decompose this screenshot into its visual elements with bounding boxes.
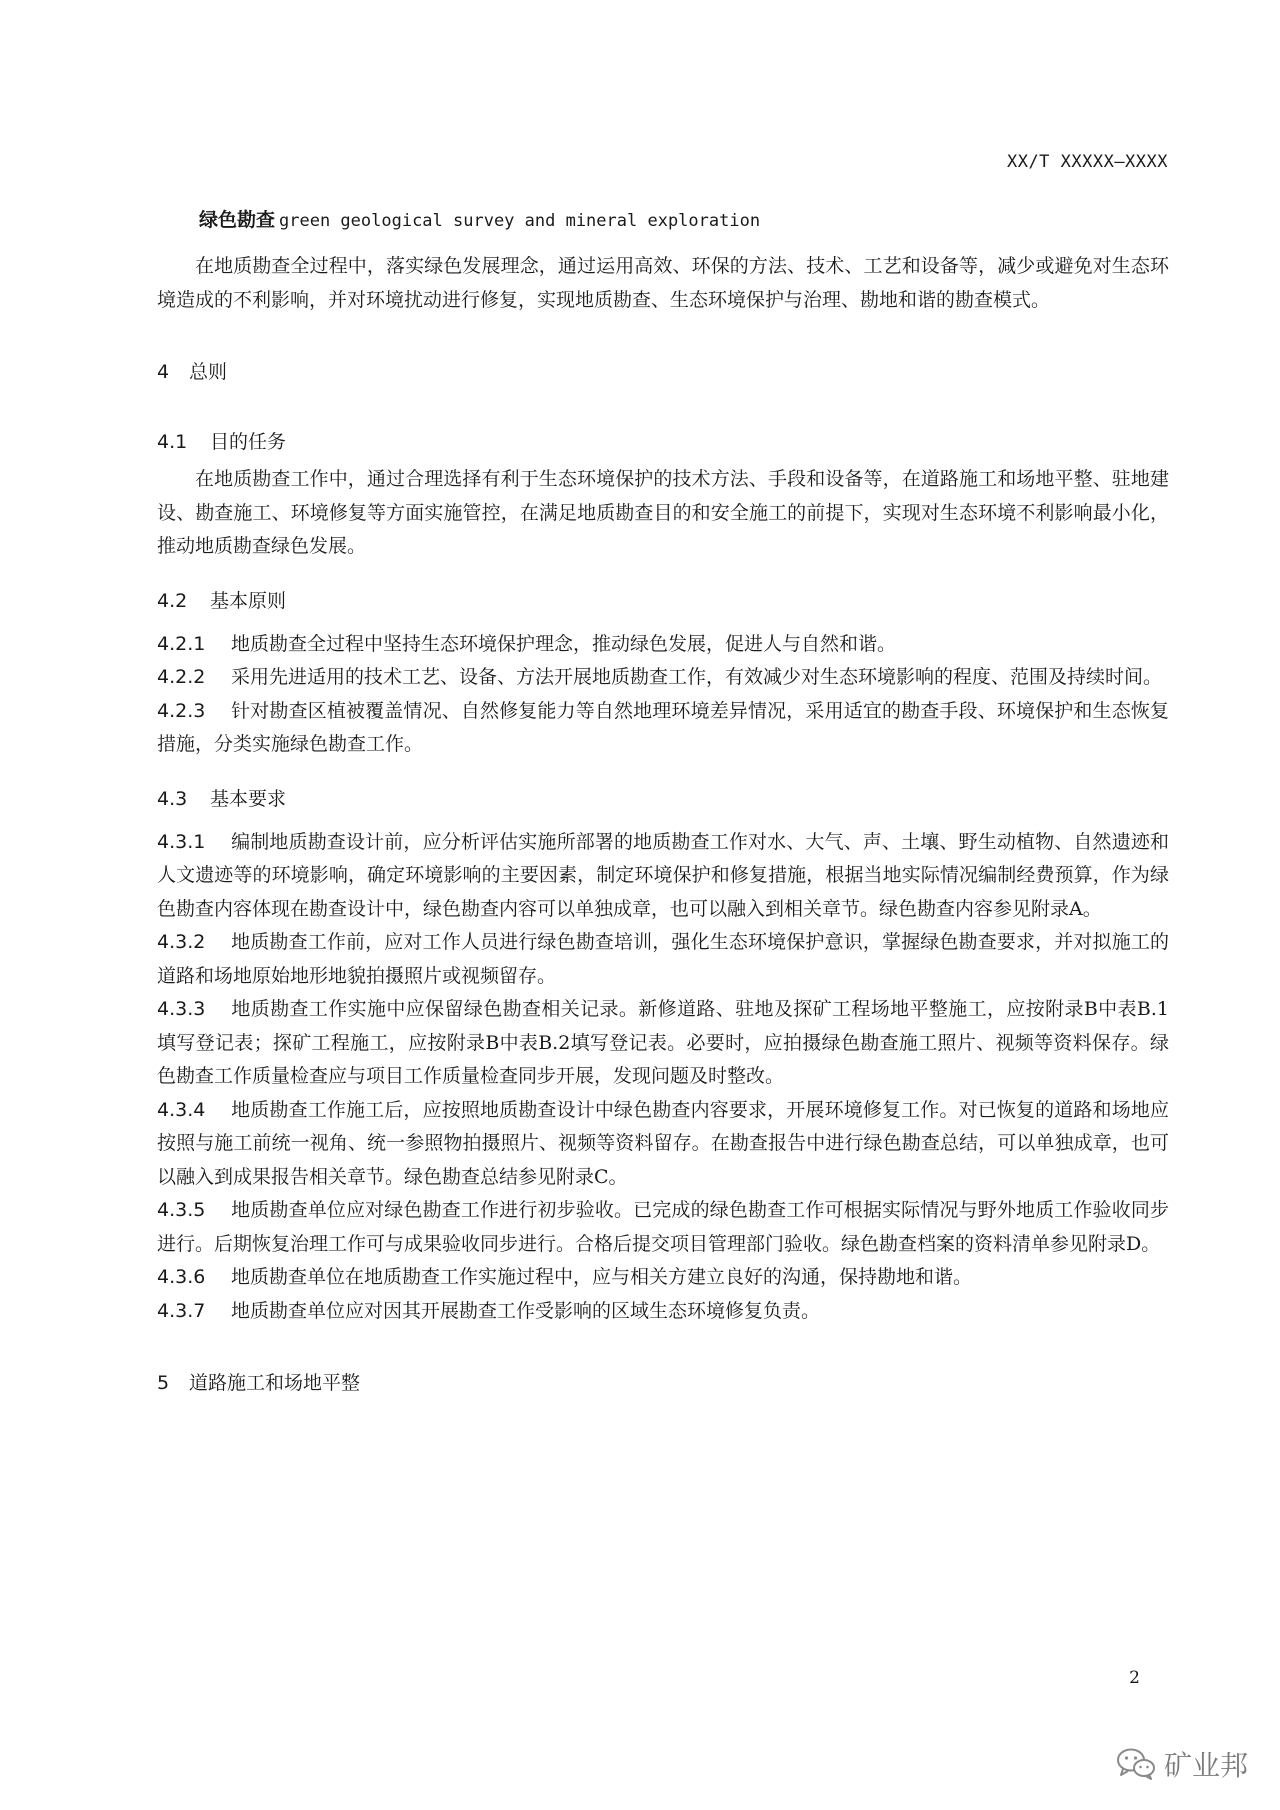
clause-4-2-1 bbox=[157, 628, 1169, 662]
clause-text: 地质勘查单位应对因其开展勘查工作受影响的区域生态环境修复负责。 bbox=[231, 1299, 821, 1322]
clause-text: 地质勘查单位在地质勘查工作实施过程中，应与相关方建立良好的沟通，保持勘地和谐。 bbox=[231, 1266, 973, 1288]
subsection-number: 4.2 bbox=[157, 589, 188, 612]
section-title: 总则 bbox=[189, 361, 228, 383]
subsection-4-2-heading bbox=[157, 586, 1169, 616]
section-5-heading bbox=[157, 1368, 1169, 1398]
clause-number: 4.3.7 bbox=[157, 1299, 206, 1322]
clause-number: 4.2.2 bbox=[157, 666, 206, 688]
clause-4-3-2 bbox=[157, 926, 1169, 993]
section-title: 道路施工和场地平整 bbox=[189, 1372, 361, 1394]
clause-4-2-3 bbox=[157, 695, 1169, 762]
subsection-number: 4.3 bbox=[157, 787, 188, 810]
section-4-heading bbox=[157, 357, 1169, 387]
clause-text: 地质勘查工作前，应对工作人员进行绿色勘查培训，强化生态环境保护意识，掌握绿色勘查要求，并对拟施工的道路和场地原始地形地貌拍摄照片或视频留存。 bbox=[157, 931, 1169, 987]
clause-4-3-6 bbox=[157, 1261, 1169, 1295]
subsection-4-3-heading bbox=[157, 784, 1169, 814]
term-definition-text: 在地质勘查全过程中，落实绿色发展理念，通过运用高效、环保的方法、技术、工艺和设备等，减少或避免对生态环境造成的不利影响，并对环境扰动进行修复，实现地质勘查、生态环境保护与治理、勘地和谐的勘查模式。 bbox=[157, 255, 1169, 311]
clause-number: 4.3.5 bbox=[157, 1199, 206, 1221]
clause-text: 地质勘查全过程中坚持生态环境保护理念，推动绿色发展，促进人与自然和谐。 bbox=[231, 632, 897, 655]
subsection-title: 基本要求 bbox=[210, 787, 287, 810]
clause-text: 采用先进适用的技术工艺、设备、方法开展地质勘查工作，有效减少对生态环境影响的程度、范围及持续时间。 bbox=[231, 666, 1163, 688]
clause-number: 4.3.6 bbox=[157, 1266, 206, 1288]
page-content bbox=[157, 205, 1169, 1398]
subsection-4-1-heading bbox=[157, 427, 1169, 457]
wechat-icon bbox=[1116, 1747, 1156, 1781]
clause-number: 4.3.2 bbox=[157, 931, 206, 953]
clause-4-3-7 bbox=[157, 1295, 1169, 1329]
watermark bbox=[1116, 1744, 1248, 1784]
subsection-title: 目的任务 bbox=[210, 431, 287, 453]
clause-number: 4.3.1 bbox=[157, 830, 206, 853]
clause-4-2-2 bbox=[157, 661, 1169, 695]
section-number: 5 bbox=[157, 1372, 170, 1394]
clause-4-3-1 bbox=[157, 826, 1169, 927]
watermark-text: 矿业邦 bbox=[1163, 1749, 1248, 1782]
clause-4-3-4 bbox=[157, 1094, 1169, 1195]
clause-4-3-3 bbox=[157, 993, 1169, 1094]
standard-number: XX/T XXXXX—XXXX bbox=[1006, 152, 1168, 172]
subsection-number: 4.1 bbox=[157, 431, 188, 453]
term-zh: 绿色勘查 bbox=[199, 209, 276, 231]
clause-number: 4.2.3 bbox=[157, 699, 206, 722]
clause-number: 4.3.4 bbox=[157, 1098, 206, 1121]
term-en: green geological survey and mineral exploration bbox=[279, 211, 761, 231]
term-definition-heading bbox=[199, 205, 1169, 236]
section-number: 4 bbox=[157, 361, 170, 383]
clause-text: 地质勘查工作实施中应保留绿色勘查相关记录。新修道路、驻地及探矿工程场地平整施工，应按附录B中表B.1填写登记表；探矿工程施工，应按附录B中表B.2填写登记表。必要时，应拍摄绿色勘查施工照片、视频等资料保存。绿色勘查工作质量检查应与项目工作质量检查同步开展，发现问题及时整改。 bbox=[157, 998, 1169, 1087]
subsection-title: 基本原则 bbox=[210, 589, 287, 612]
clause-text: 地质勘查工作施工后，应按照地质勘查设计中绿色勘查内容要求，开展环境修复工作。对已恢复的道路和场地应按照与施工前统一视角、统一参照物拍摄照片、视频等资料留存。在勘查报告中进行绿色勘查总结，可以单独成章，也可以融入到成果报告相关章节。绿色勘查总结参见附录C。 bbox=[157, 1098, 1169, 1188]
page-number: 2 bbox=[1129, 1668, 1140, 1688]
clause-text: 针对勘查区植被覆盖情况、自然修复能力等自然地理环境差异情况，采用适宜的勘查手段、环境保护和生态恢复措施，分类实施绿色勘查工作。 bbox=[157, 699, 1169, 755]
clause-text: 编制地质勘查设计前，应分析评估实施所部署的地质勘查工作对水、大气、声、土壤、野生动植物、自然遗迹和人文遗迹等的环境影响，确定环境影响的主要因素，制定环境保护和修复措施，根据当地实际情况编制经费预算，作为绿色勘查内容体现在勘查设计中，绿色勘查内容可以单独成章，也可以融入到相关章节。绿色勘查内容参见附录A。 bbox=[157, 830, 1169, 920]
subsection-4-1-text: 在地质勘查工作中，通过合理选择有利于生态环境保护的技术方法、手段和设备等，在道路施工和场地平整、驻地建设、勘查施工、环境修复等方面实施管控，在满足地质勘查目的和安全施工的前提下，实现对生态环境不利影响最小化，推动地质勘查绿色发展。 bbox=[157, 468, 1169, 557]
clause-number: 4.2.1 bbox=[157, 632, 206, 655]
clause-text: 地质勘查单位应对绿色勘查工作进行初步验收。已完成的绿色勘查工作可根据实际情况与野外地质工作验收同步进行。后期恢复治理工作可与成果验收同步进行。合格后提交项目管理部门验收。绿色勘查档案的资料清单参见附录D。 bbox=[157, 1199, 1169, 1255]
clause-number: 4.3.3 bbox=[157, 998, 206, 1020]
clause-4-3-5 bbox=[157, 1194, 1169, 1261]
